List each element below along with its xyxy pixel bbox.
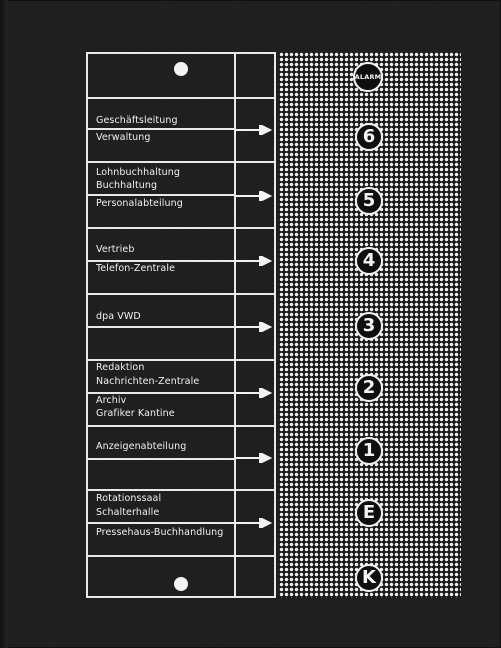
- label-dpa-vwd: dpa VWD: [96, 311, 141, 322]
- arrow-right-icon: [236, 518, 272, 528]
- label-telefon-zentrale: Telefon-Zentrale: [96, 263, 176, 274]
- label-geschaeftsleitung: Geschäftsleitung: [96, 115, 178, 126]
- label-lohnbuchhaltung: Lohnbuchhaltung: [96, 167, 181, 178]
- label-schalterhalle: Schalterhalle: [96, 507, 160, 518]
- label-pressehaus-buchhandlung: Pressehaus-Buchhandlung: [96, 527, 224, 538]
- divider-line: [86, 227, 276, 229]
- divider-line: [86, 128, 236, 130]
- floor-1-indicator: 1: [355, 437, 383, 465]
- divider-line: [86, 458, 236, 460]
- arrow-right-icon: [236, 453, 272, 463]
- divider-line: [86, 293, 276, 295]
- label-verwaltung: Verwaltung: [96, 132, 151, 143]
- top-rivet-dot: [174, 62, 188, 76]
- divider-line: [86, 392, 236, 394]
- floor-5-indicator: 5: [355, 187, 383, 215]
- floor-k-indicator: K: [355, 564, 383, 592]
- label-vertrieb: Vertrieb: [96, 244, 135, 255]
- arrow-right-icon: [236, 191, 272, 201]
- label-anzeigenabteilung: Anzeigenabteilung: [96, 441, 187, 452]
- label-rotationssaal: Rotationssaal: [96, 493, 162, 504]
- divider-line: [86, 359, 276, 361]
- divider-line: [86, 326, 236, 328]
- floor-3-indicator: 3: [355, 312, 383, 340]
- alarm-button: ALARM: [353, 62, 383, 92]
- divider-line: [86, 260, 236, 262]
- label-personalabteilung: Personalabteilung: [96, 198, 183, 209]
- arrow-right-icon: [236, 125, 272, 135]
- floor-6-indicator: 6: [355, 123, 383, 151]
- arrow-right-icon: [236, 256, 272, 266]
- label-nachrichten-zentrale: Nachrichten-Zentrale: [96, 376, 200, 387]
- spine-edge: [0, 0, 8, 648]
- arrow-right-icon: [236, 322, 272, 332]
- floor-e-indicator: E: [355, 499, 383, 527]
- label-buchhaltung: Buchhaltung: [96, 180, 158, 191]
- divider-line: [86, 489, 276, 491]
- divider-line: [86, 194, 236, 196]
- floor-4-indicator: 4: [355, 247, 383, 275]
- floor-2-indicator: 2: [355, 374, 383, 402]
- divider-line: [86, 425, 276, 427]
- divider-line: [86, 97, 276, 99]
- label-grafiker-kantine: Grafiker Kantine: [96, 408, 175, 419]
- divider-line: [86, 522, 236, 524]
- bottom-rivet-dot: [174, 577, 188, 591]
- arrow-right-icon: [236, 388, 272, 398]
- divider-line: [86, 555, 276, 557]
- divider-line: [86, 161, 276, 163]
- label-archiv: Archiv: [96, 395, 127, 406]
- label-redaktion: Redaktion: [96, 362, 145, 373]
